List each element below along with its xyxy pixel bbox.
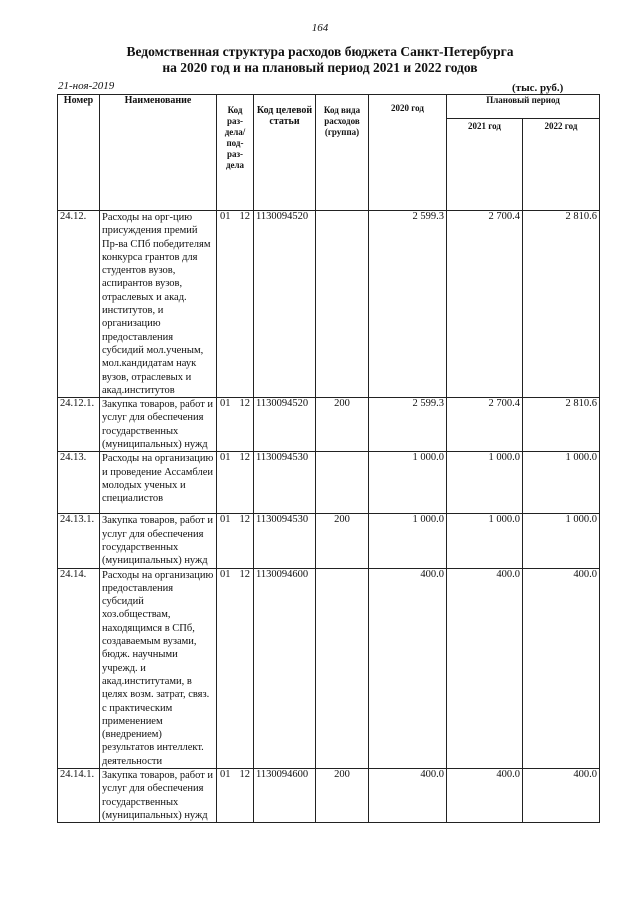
table-row: [58, 398, 600, 452]
row-2021: 1 000.0: [447, 452, 523, 514]
row-2021: 2 700.4: [447, 398, 523, 452]
row-number: 24.14.1.: [58, 768, 100, 822]
row-2022: 1 000.0: [523, 452, 600, 514]
header-name: Наименование: [100, 95, 217, 211]
row-podrazdel: 12: [239, 211, 250, 222]
table-row: [58, 452, 600, 514]
header-number: Номер: [58, 95, 100, 211]
header-razdel: Код раз-дела/ под-раз-дела: [217, 95, 254, 211]
budget-table: [57, 94, 600, 823]
row-2022: 2 810.6: [523, 211, 600, 398]
table-row: [58, 768, 600, 822]
document-date: 21-ноя-2019: [58, 80, 115, 92]
row-expense-type: 200: [316, 514, 369, 568]
row-2020: 400.0: [369, 768, 447, 822]
header-target: Код целевой статьи: [254, 95, 316, 211]
row-2022: 2 810.6: [523, 398, 600, 452]
row-razdel-cell: [217, 514, 254, 568]
table-row: [58, 211, 600, 398]
row-expense-type: [316, 568, 369, 768]
header-2020: 2020 год: [369, 95, 447, 211]
row-2020: 1 000.0: [369, 514, 447, 568]
row-podrazdel: 12: [239, 452, 250, 464]
row-2021: 2 700.4: [447, 211, 523, 398]
row-target: 1130094520: [254, 211, 316, 398]
row-2021: 1 000.0: [447, 514, 523, 568]
row-expense-type: [316, 452, 369, 514]
row-target: 1130094530: [254, 514, 316, 568]
row-number: 24.14.: [58, 568, 100, 768]
row-target: 1130094600: [254, 568, 316, 768]
header-expense-type: Код вида расходов (группа): [316, 95, 369, 211]
units-label: (тыс. руб.): [512, 82, 564, 94]
row-razdel: 01: [220, 514, 231, 526]
document-title: [60, 44, 580, 76]
row-name: Закупка товаров, работ и услуг для обеспечения государственных (муниципальных) нужд: [100, 768, 217, 822]
row-number: 24.13.: [58, 452, 100, 514]
row-razdel: 01: [220, 398, 231, 410]
row-razdel-cell: [217, 768, 254, 822]
row-2020: 2 599.3: [369, 211, 447, 398]
table-row: [58, 514, 600, 568]
row-razdel-cell: [217, 211, 254, 398]
title-line-2: на 2020 год и на плановый период 2021 и 2022 годов: [162, 60, 478, 75]
row-podrazdel: 12: [239, 568, 250, 580]
row-2022: 400.0: [523, 768, 600, 822]
row-razdel: 01: [220, 452, 231, 464]
row-razdel: 01: [220, 568, 231, 580]
row-number: 24.13.1.: [58, 514, 100, 568]
row-number: 24.12.1.: [58, 398, 100, 452]
row-expense-type: [316, 211, 369, 398]
header-2021: 2021 год: [447, 119, 523, 211]
row-name: Расходы на организацию и проведение Ассамблеи молодых ученых и специалистов: [100, 452, 217, 514]
row-2022: 400.0: [523, 568, 600, 768]
row-expense-type: 200: [316, 398, 369, 452]
row-podrazdel: 12: [239, 398, 250, 410]
row-razdel: 01: [220, 211, 231, 222]
header-2022: 2022 год: [523, 119, 600, 211]
row-expense-type: 200: [316, 768, 369, 822]
header-plan-period: Плановый период: [447, 95, 600, 119]
row-2020: 400.0: [369, 568, 447, 768]
table-row: [58, 568, 600, 768]
row-razdel-cell: [217, 452, 254, 514]
row-target: 1130094600: [254, 768, 316, 822]
row-number: 24.12.: [58, 211, 100, 398]
title-line-1: Ведомственная структура расходов бюджета Санкт-Петербурга: [126, 44, 514, 59]
row-name: Расходы на орг-цию присуждения премий Пр-ва СПб победителям конкурса грантов для студентов вузов, аспирантов вузов, отраслевых и акад. институтов, и организацию предоставления субсидий мол.ученым, мол.кандидатам наук вузов, отраслевых и акад.институтов: [100, 211, 217, 398]
row-2020: 1 000.0: [369, 452, 447, 514]
row-name: Закупка товаров, работ и услуг для обеспечения государственных (муниципальных) нужд: [100, 398, 217, 452]
row-2021: 400.0: [447, 568, 523, 768]
page-number: 164: [311, 22, 329, 34]
row-name: Расходы на организацию предоставления субсидий хоз.обществам, находящимся в СПб, создаваемым вузами, бюдж. научными учрежд. и акад.институтами, в целях возм. затрат, связ. с практическим применением (внедрением) результатов интеллект. деятельности: [100, 568, 217, 768]
row-razdel-cell: [217, 568, 254, 768]
row-target: 1130094520: [254, 398, 316, 452]
row-podrazdel: 12: [239, 514, 250, 526]
row-razdel: 01: [220, 768, 231, 780]
row-podrazdel: 12: [239, 768, 250, 780]
row-razdel-cell: [217, 398, 254, 452]
row-2022: 1 000.0: [523, 514, 600, 568]
row-target: 1130094530: [254, 452, 316, 514]
row-2021: 400.0: [447, 768, 523, 822]
row-2020: 2 599.3: [369, 398, 447, 452]
row-name: Закупка товаров, работ и услуг для обеспечения государственных (муниципальных) нужд: [100, 514, 217, 568]
